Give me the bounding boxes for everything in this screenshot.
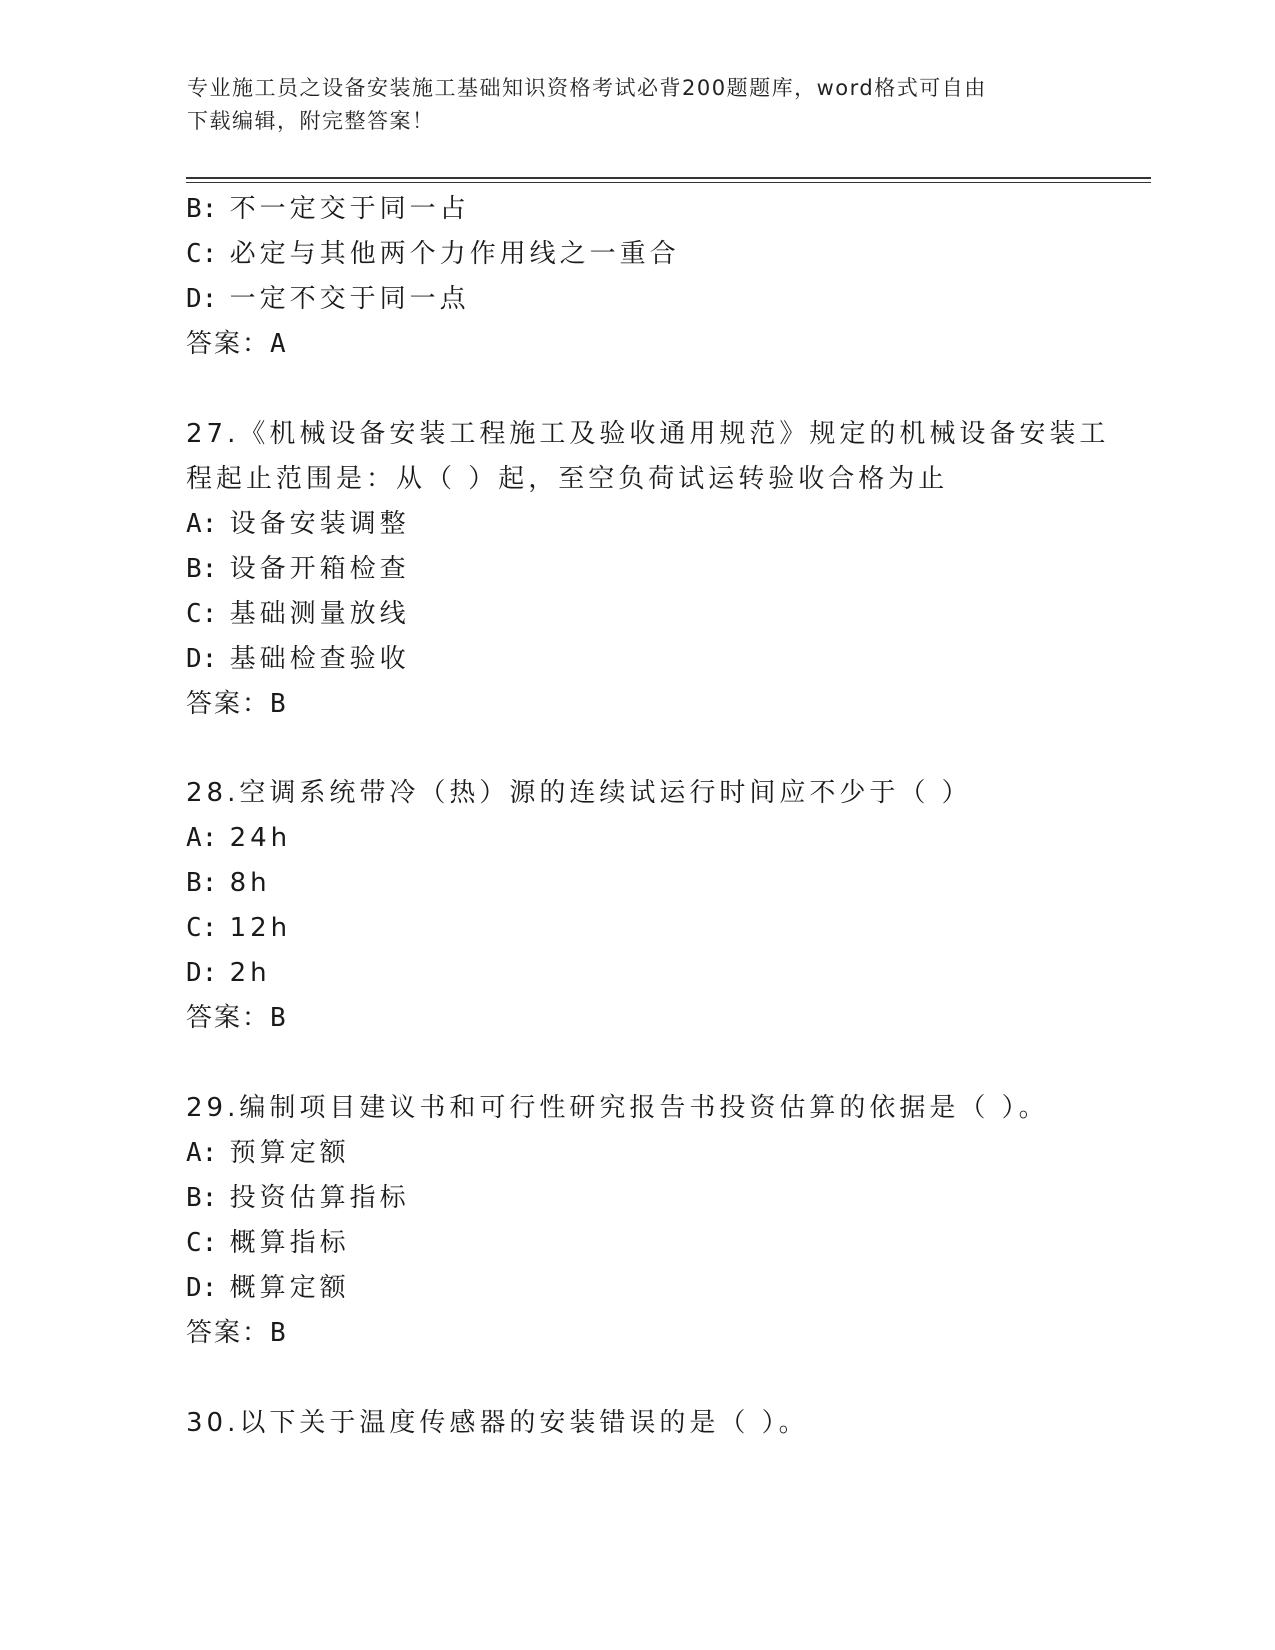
option-letter: A:: [186, 823, 218, 853]
option-text: 预算定额: [229, 1138, 350, 1168]
option-d: [186, 283, 470, 315]
option-letter: D:: [186, 958, 218, 988]
option-text: 不一定交于同一占: [229, 194, 470, 224]
answer-label: 答案：: [186, 1318, 271, 1348]
option-text: 概算定额: [229, 1273, 350, 1303]
option-text: 设备安装调整: [229, 509, 410, 539]
header-line-1: 专业施工员之设备安装施工基础知识资格考试必背200题题库，word格式可自由: [187, 76, 987, 100]
question-29-option-a: [186, 1137, 350, 1169]
option-text: 8h: [229, 868, 271, 898]
answer-value: B: [270, 1318, 288, 1348]
option-text: 2h: [229, 958, 271, 988]
header-divider-thin: [186, 182, 1151, 183]
option-text: 基础检查验收: [229, 644, 410, 674]
option-letter: D:: [186, 1273, 218, 1303]
answer-label: 答案：: [186, 689, 271, 719]
option-letter: B:: [186, 1183, 218, 1213]
question-28-option-a: [186, 822, 291, 854]
question-29-stem: 29.编制项目建议书和可行性研究报告书投资估算的依据是（ ）。: [186, 1093, 1049, 1123]
question-29-option-b: [186, 1182, 410, 1214]
option-text: 24h: [229, 823, 292, 853]
option-text: 必定与其他两个力作用线之一重合: [229, 239, 680, 269]
option-letter: C:: [186, 1228, 218, 1258]
option-letter: A:: [186, 509, 218, 539]
option-letter: B:: [186, 554, 218, 584]
question-27-answer: [186, 688, 288, 720]
option-letter: D:: [186, 644, 218, 674]
answer-value: A: [270, 329, 288, 359]
question-28-answer: [186, 1002, 288, 1034]
option-letter: B:: [186, 194, 218, 224]
question-27-option-b: [186, 553, 410, 585]
question-27-option-c: [186, 598, 410, 630]
option-b: [186, 193, 470, 225]
option-text: 基础测量放线: [229, 599, 410, 629]
answer-value: B: [270, 1003, 288, 1033]
answer-label: 答案：: [186, 1003, 271, 1033]
answer-label: 答案：: [186, 329, 271, 359]
question-29-option-c: [186, 1227, 350, 1259]
answer-value: B: [270, 689, 288, 719]
option-letter: C:: [186, 599, 218, 629]
question-28-option-b: [186, 867, 271, 899]
document-header: [187, 72, 1087, 138]
question-29-option-d: [186, 1272, 350, 1304]
question-28-option-d: [186, 957, 271, 989]
option-letter: C:: [186, 913, 218, 943]
question-27-stem-line-1: 27.《机械设备安装工程施工及验收通用规范》规定的机械设备安装工: [186, 419, 1110, 449]
option-c: [186, 238, 680, 270]
question-29-answer: [186, 1317, 288, 1349]
option-letter: A:: [186, 1138, 218, 1168]
header-divider: [186, 177, 1151, 179]
option-letter: B:: [186, 868, 218, 898]
question-28-stem: 28.空调系统带冷（热）源的连续试运行时间应不少于（ ）: [186, 778, 972, 808]
option-letter: D:: [186, 284, 218, 314]
answer-line: [186, 328, 288, 360]
option-text: 设备开箱检查: [229, 554, 410, 584]
option-text: 12h: [229, 913, 292, 943]
question-27-stem-line-2: 程起止范围是：从（ ）起，至空负荷试运转验收合格为止: [186, 464, 949, 494]
option-text: 概算指标: [229, 1228, 350, 1258]
option-text: 一定不交于同一点: [229, 284, 470, 314]
question-30-stem: 30.以下关于温度传感器的安装错误的是（ ）。: [186, 1408, 809, 1438]
header-line-2: 下载编辑，附完整答案！: [187, 109, 435, 133]
option-text: 投资估算指标: [229, 1183, 410, 1213]
question-27-option-a: [186, 508, 410, 540]
question-28-option-c: [186, 912, 291, 944]
option-letter: C:: [186, 239, 218, 269]
question-27-option-d: [186, 643, 410, 675]
